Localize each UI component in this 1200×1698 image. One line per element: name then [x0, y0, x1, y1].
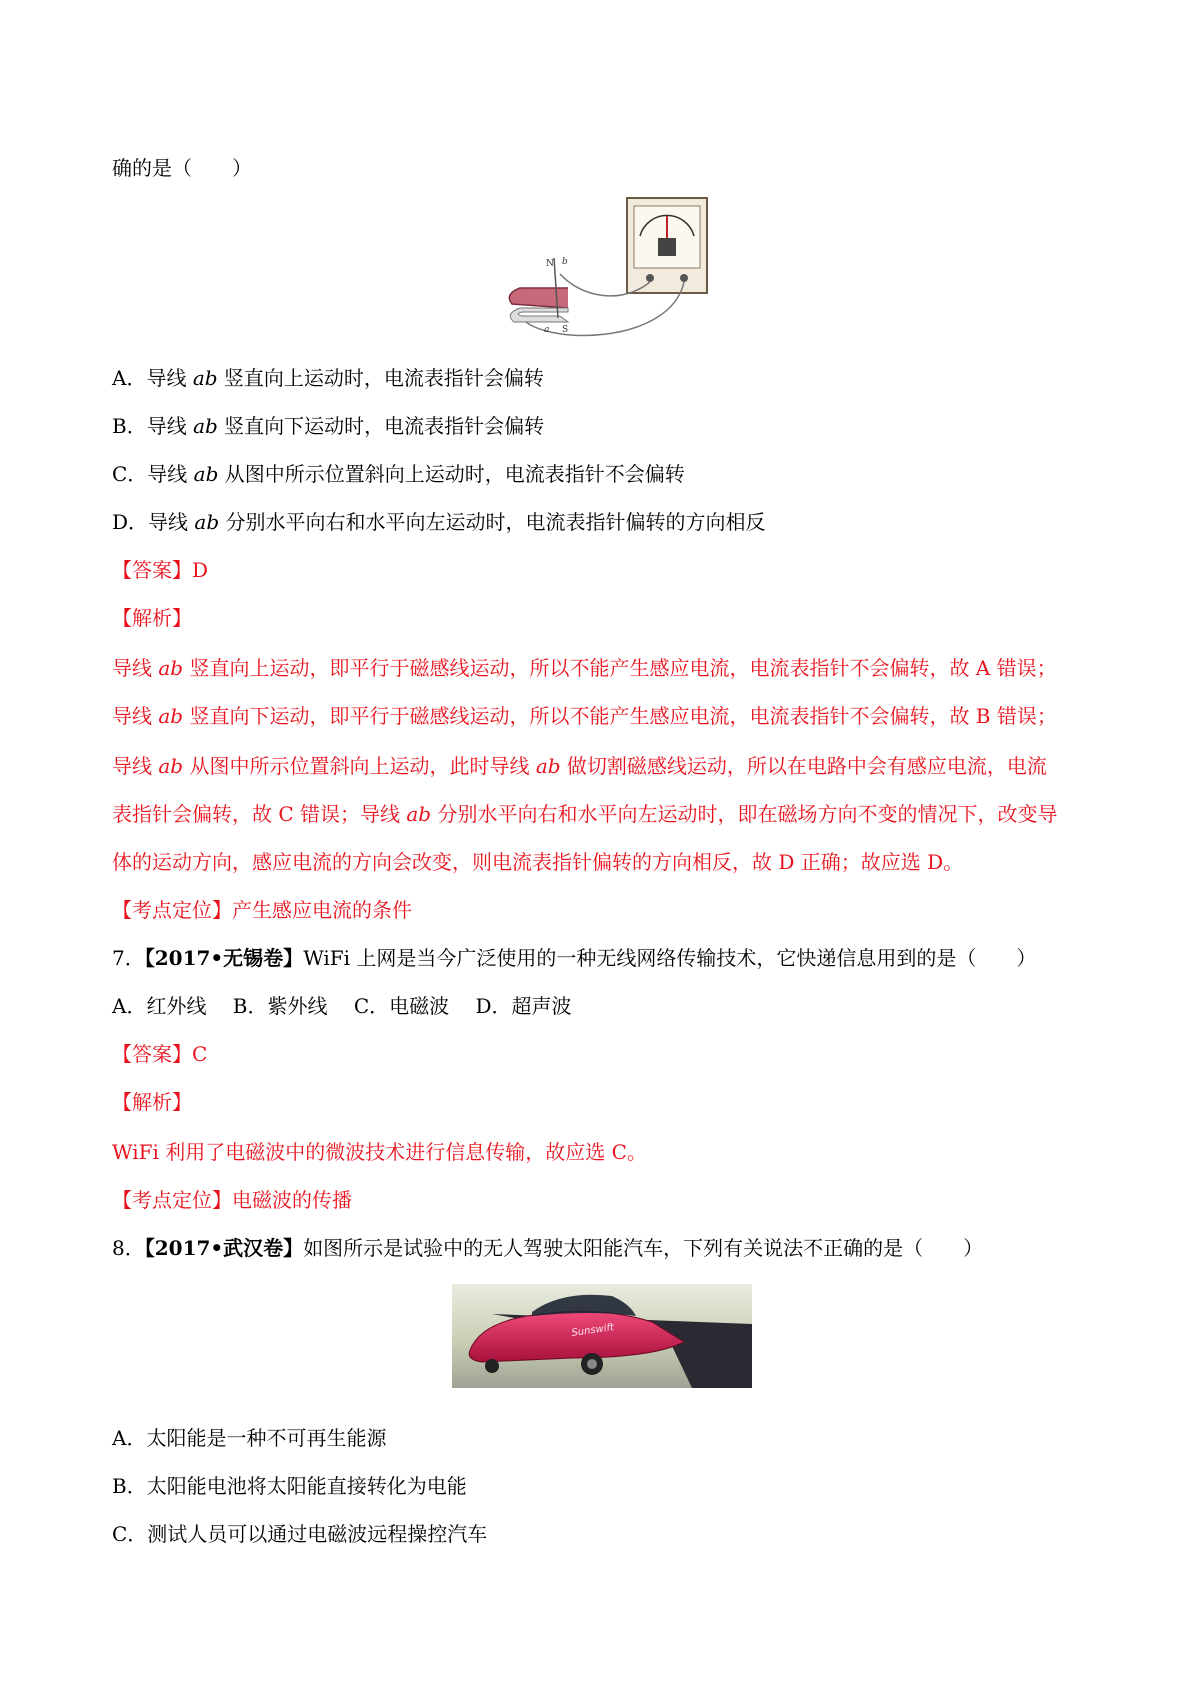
q7-answer: 【答案】C — [112, 1042, 208, 1066]
label-n: N — [546, 259, 554, 269]
q6-option-d: D．导线 ab 分别水平向右和水平向左运动时，电流表指针偏转的方向相反 — [112, 510, 766, 534]
answer-value: D — [192, 558, 209, 582]
q8-option-a: A．太阳能是一种不可再生能源 — [112, 1426, 387, 1450]
q8-option-c: C．测试人员可以通过电磁波远程操控汽车 — [112, 1522, 488, 1546]
q6-option-c: C．导线 ab 从图中所示位置斜向上运动时，电流表指针不会偏转 — [112, 462, 685, 486]
q6-answer — [112, 556, 208, 584]
car-brand-text: Sunswift — [570, 1322, 615, 1339]
q6-analysis-line-5: 体的运动方向，感应电流的方向会改变，则电流表指针偏转的方向相反，故 D 正确；故应选 D。 — [112, 850, 964, 874]
solar-car-svg — [452, 1284, 752, 1388]
q6-analysis-line-4: 表指针会偏转，故 C 错误；导线 ab 分别水平向右和水平向左运动时，即在磁场方向不变的情况下，改变导 — [112, 802, 1058, 826]
q6-analysis-heading: 【解析】 — [112, 606, 192, 630]
answer-bracket: 【答案】 — [112, 558, 192, 582]
label-s: S — [562, 325, 569, 335]
q7-options: A．红外线 B．紫外线 C．电磁波 D．超声波 — [112, 994, 572, 1018]
q7-analysis-heading: 【解析】 — [112, 1090, 192, 1114]
q7-analysis: WiFi 利用了电磁波中的微波技术进行信息传输，故应选 C。 — [112, 1140, 647, 1164]
solar-car-figure — [452, 1284, 752, 1388]
q7-kaodian: 【考点定位】电磁波的传播 — [112, 1188, 352, 1212]
q6-stem-tail: 确的是（ ） — [112, 156, 252, 180]
q8-stem: 8．【2017•武汉卷】如图所示是试验中的无人驾驶太阳能汽车，下列有关说法不正确的是（ ） — [112, 1236, 984, 1260]
galvanometer-svg — [500, 196, 715, 346]
q6-analysis-line-2: 导线 ab 竖直向下运动，即平行于磁感线运动，所以不能产生感应电流，电流表指针不会偏转，故 B 错误； — [112, 704, 1057, 728]
q6-option-a: A．导线 ab 竖直向上运动时，电流表指针会偏转 — [112, 366, 544, 390]
q8-option-b: B．太阳能电池将太阳能直接转化为电能 — [112, 1474, 467, 1498]
galvanometer-figure — [500, 196, 715, 346]
q6-analysis-line-1: 导线 ab 竖直向上运动，即平行于磁感线运动，所以不能产生感应电流，电流表指针不会偏转，故 A 错误； — [112, 656, 1057, 680]
q6-analysis-line-3: 导线 ab 从图中所示位置斜向上运动，此时导线 ab 做切割磁感线运动，所以在电路中会有感应电流，电流 — [112, 754, 1047, 778]
q7-stem: 7．【2017•无锡卷】WiFi 上网是当今广泛使用的一种无线网络传输技术，它快递信息用到的是（ ） — [112, 946, 1037, 970]
label-b: b — [562, 257, 568, 267]
label-a: a — [544, 325, 550, 335]
q6-option-b: B．导线 ab 竖直向下运动时，电流表指针会偏转 — [112, 414, 545, 438]
q6-kaodian: 【考点定位】产生感应电流的条件 — [112, 898, 412, 922]
